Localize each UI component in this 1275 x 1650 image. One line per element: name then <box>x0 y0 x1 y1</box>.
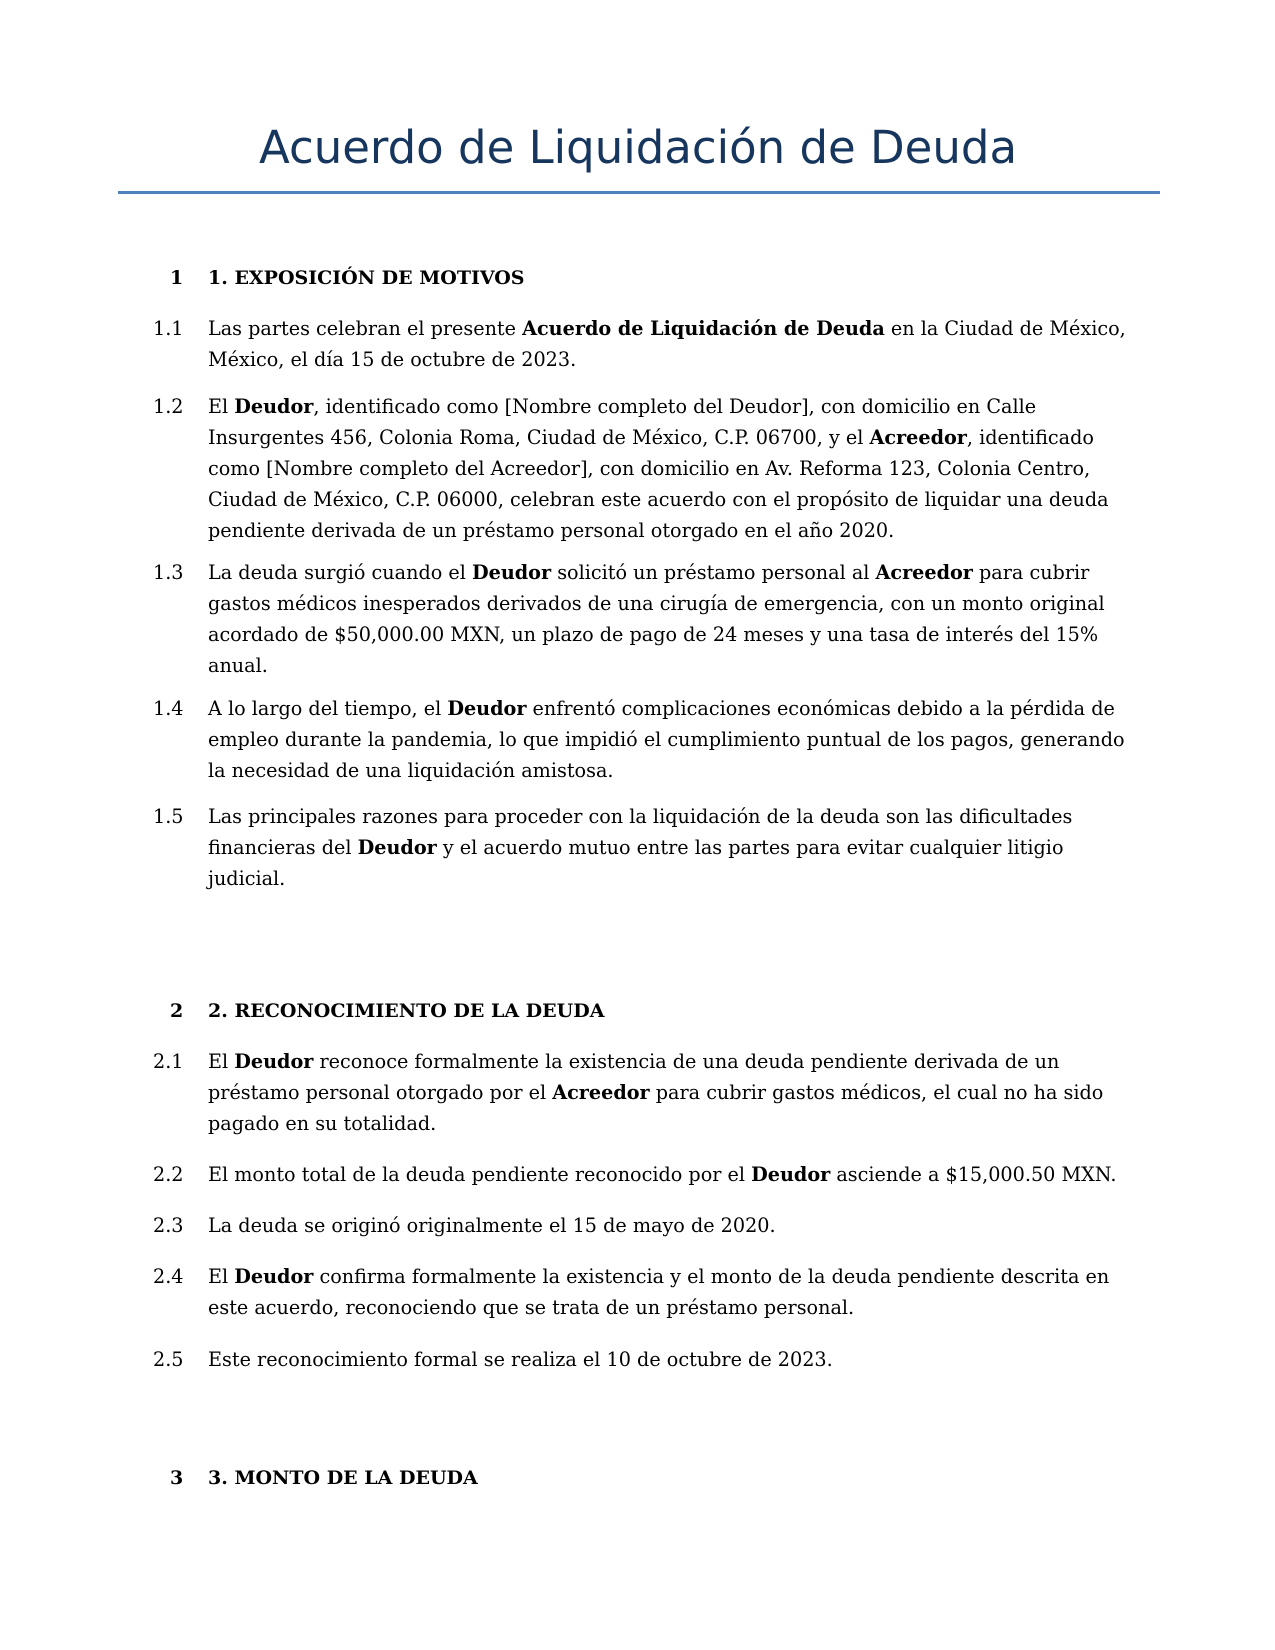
section-title: 2. RECONOCIMIENTO DE LA DEUDA <box>208 1000 605 1022</box>
defined-term: Acreedor <box>869 426 967 449</box>
clause-number: 2.5 <box>153 1348 184 1371</box>
defined-term: Deudor <box>751 1163 831 1186</box>
clause-text <box>208 1344 1138 1375</box>
clause-text <box>208 1046 1138 1139</box>
clause-text <box>208 693 1138 786</box>
clause-text <box>208 801 1138 894</box>
clause-number: 1.2 <box>153 395 184 418</box>
text-run: Las principales razones para proceder con la liquidación de la deuda son las dificultades financieras del <box>208 805 1073 859</box>
text-run: La deuda se originó originalmente el 15 de mayo de 2020. <box>208 1214 776 1237</box>
section-title: 1. EXPOSICIÓN DE MOTIVOS <box>208 267 525 289</box>
clause-text <box>208 313 1138 375</box>
text-run: para cubrir gastos médicos inesperados derivados de una cirugía de emergencia, con un monto original acordado de $50,000.00 MXN, un plazo de pago de 24 meses y una tasa de interés del 15% anual. <box>208 561 1105 677</box>
defined-term: Acreedor <box>875 561 973 584</box>
section-number: 3 <box>170 1467 184 1489</box>
text-run: confirma formalmente la existencia y el monto de la deuda pendiente descrita en este acuerdo, reconociendo que se trata de un préstamo personal. <box>208 1265 1110 1319</box>
text-run: reconoce formalmente la existencia de una deuda pendiente derivada de un préstamo personal otorgado por el <box>208 1050 1060 1104</box>
text-run: solicitó un préstamo personal al <box>551 561 876 584</box>
clause-text <box>208 1261 1138 1323</box>
text-run: enfrentó complicaciones económicas debido a la pérdida de empleo durante la pandemia, lo que impidió el cumplimiento puntual de los pagos, generando la necesidad de una liquidación amistosa. <box>208 697 1125 782</box>
text-run: , identificado como [Nombre completo del Acreedor], con domicilio en Av. Reforma 123, Colonia Centro, Ciudad de México, C.P. 06000, celebran este acuerdo con el propósito de liquidar una deuda pendiente derivada de un préstamo personal otorgado en el año 2020. <box>208 426 1109 542</box>
defined-term: Deudor <box>447 697 527 720</box>
clause-text <box>208 557 1138 681</box>
clause-number: 2.2 <box>153 1163 184 1186</box>
text-run: , identificado como [Nombre completo del Deudor], con domicilio en Calle Insurgentes 456, Colonia Roma, Ciudad de México, C.P. 06700, y el <box>208 395 1037 449</box>
text-run: Las partes celebran el presente <box>208 317 523 340</box>
defined-term: Deudor <box>234 1265 314 1288</box>
clause-number: 2.4 <box>153 1265 184 1288</box>
text-run: en la Ciudad de México, México, el día 15 de octubre de 2023. <box>208 317 1126 371</box>
title-underline-rule <box>118 191 1160 194</box>
text-run: asciende a $15,000.50 MXN. <box>830 1163 1117 1186</box>
text-run: A lo largo del tiempo, el <box>208 697 448 720</box>
clause-number: 1.3 <box>153 561 184 584</box>
section-title: 3. MONTO DE LA DEUDA <box>208 1467 478 1489</box>
text-run: para cubrir gastos médicos, el cual no ha sido pagado en su totalidad. <box>208 1081 1104 1135</box>
defined-term: Acreedor <box>552 1081 650 1104</box>
clause-number: 2.1 <box>153 1050 184 1073</box>
text-run: El monto total de la deuda pendiente reconocido por el <box>208 1163 752 1186</box>
section-number: 2 <box>170 1000 184 1022</box>
clause-text <box>208 391 1138 546</box>
document-title: Acuerdo de Liquidación de Deuda <box>258 121 1018 174</box>
defined-term: Deudor <box>471 561 552 584</box>
text-run: El <box>208 395 235 418</box>
text-run: y el acuerdo mutuo entre las partes para evitar cualquier litigio judicial. <box>208 836 1064 890</box>
clause-text <box>208 1159 1138 1190</box>
text-run: Este reconocimiento formal se realiza el 10 de octubre de 2023. <box>208 1348 833 1371</box>
text-run: La deuda surgió cuando el <box>208 561 472 584</box>
defined-term: Deudor <box>234 1050 314 1073</box>
clause-number: 1.5 <box>153 805 184 828</box>
clause-text <box>208 1210 1138 1241</box>
defined-term: Acuerdo de Liquidación de Deuda <box>522 317 885 340</box>
defined-term: Deudor <box>357 836 437 859</box>
text-run: El <box>208 1050 235 1073</box>
defined-term: Deudor <box>234 395 314 418</box>
clause-number: 1.4 <box>153 697 184 720</box>
clause-number: 2.3 <box>153 1214 184 1237</box>
clause-number: 1.1 <box>153 317 184 340</box>
section-number: 1 <box>170 267 184 289</box>
text-run: El <box>208 1265 235 1288</box>
